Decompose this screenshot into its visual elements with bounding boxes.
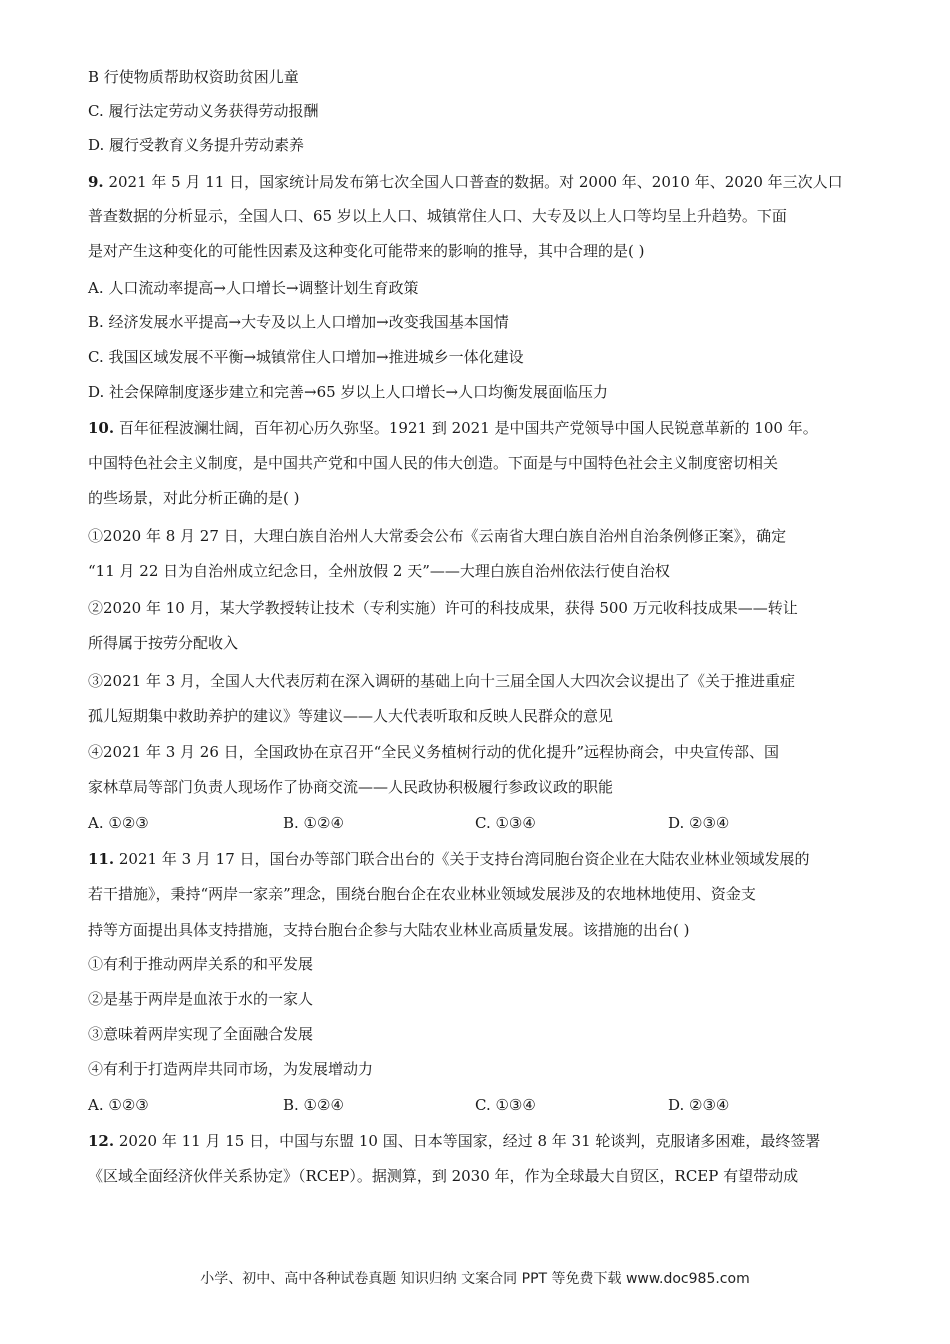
text-line — [88, 954, 313, 974]
text-line — [88, 742, 779, 762]
footer-text: 小学、初中、高中各种试卷真题 知识归纳 文案合同 PPT 等免费下载 www.doc985.com — [200, 1271, 750, 1287]
text-line — [88, 671, 795, 691]
text-line — [88, 206, 787, 226]
line-text: ④2021 年 3 月 26 日，全国政协在京召开“全民义务植树行动的优化提升”远程协商会，中央宣传部、国 — [88, 743, 779, 761]
answer-option: B. ①②④ — [283, 814, 344, 832]
answer-option: D. ②③④ — [668, 814, 730, 832]
answer-option: A. ①②③ — [88, 1096, 149, 1114]
text-line — [88, 241, 644, 261]
line-text: 普查数据的分析显示，全国人口、65 岁以上人口、城镇常住人口、大专及以上人口等均呈上升趋势。下面 — [88, 207, 787, 225]
line-text: 《区域全面经济伙伴关系协定》（RCEP）。据测算，到 2030 年，作为全球最大自贸区，RCEP 有望带动成 — [88, 1167, 799, 1185]
answer-option: C. ①③④ — [475, 1096, 536, 1114]
text-line — [88, 278, 419, 298]
line-text: 持等方面提出具体支持措施，支持台胞台企参与大陆农业林业高质量发展。该措施的出台( ) — [88, 921, 690, 939]
line-text: ③意味着两岸实现了全面融合发展 — [88, 1025, 314, 1043]
text-line — [88, 1059, 373, 1079]
line-text: 的些场景，对此分析正确的是( ) — [88, 489, 300, 507]
text-line — [88, 101, 318, 121]
line-text: A. 人口流动率提高→人口增长→调整计划生育政策 — [88, 279, 419, 297]
text-line — [88, 706, 613, 726]
line-text: 孤儿短期集中救助养护的建议》等建议——人大代表听取和反映人民群众的意见 — [88, 707, 614, 725]
text-line — [88, 884, 756, 904]
text-line — [88, 347, 524, 367]
line-text: 若干措施》，秉持“两岸一家亲”理念，围绕台胞台企在农业林业领域发展涉及的农地林地使用、资金支 — [88, 885, 756, 903]
line-text: 百年征程波澜壮阔，百年初心历久弥坚。1921 到 2021 是中国共产党领导中国人民锐意革新的 100 年。 — [114, 419, 818, 437]
line-text: ④有利于打造两岸共同市场，为发展增动力 — [88, 1060, 374, 1078]
text-line — [88, 67, 299, 87]
line-text: ②2020 年 10 月，某大学教授转让技术（专利实施）许可的科技成果，获得 500 万元收科技成果——转让 — [88, 599, 798, 617]
answer-option: A. ①②③ — [88, 814, 149, 832]
line-text: B. 经济发展水平提高→大专及以上人口增加→改变我国基本国情 — [88, 313, 509, 331]
text-line — [88, 382, 608, 402]
answer-options-row — [88, 813, 863, 833]
question-stem-line — [88, 172, 843, 192]
question-number: 11. — [88, 850, 115, 868]
question-number: 9. — [88, 173, 104, 191]
line-text: 2021 年 5 月 11 日，国家统计局发布第七次全国人口普查的数据。对 2000 年、2010 年、2020 年三次人口 — [103, 173, 843, 191]
question-number: 10. — [88, 419, 115, 437]
line-text: C. 我国区域发展不平衡→城镇常住人口增加→推进城乡一体化建设 — [88, 348, 524, 366]
text-line — [88, 920, 689, 940]
line-text: B 行使物质帮助权资助贫困儿童 — [88, 68, 299, 86]
line-text: 2020 年 11 月 15 日，中国与东盟 10 国、日本等国家，经过 8 年 31 轮谈判，克服诸多困难，最终签署 — [114, 1132, 821, 1150]
line-text: 是对产生这种变化的可能性因素及这种变化可能带来的影响的推导，其中合理的是( ) — [88, 242, 645, 260]
text-line — [88, 777, 613, 797]
text-line — [88, 526, 786, 546]
line-text: ③2021 年 3 月，全国人大代表厉莉在深入调研的基础上向十三届全国人大四次会议提出了《关于推进重症 — [88, 672, 796, 690]
text-line — [88, 488, 299, 508]
text-line — [88, 1166, 798, 1186]
text-line — [88, 135, 304, 155]
answer-option: D. ②③④ — [668, 1096, 730, 1114]
text-line — [88, 561, 670, 581]
answer-option: B. ①②④ — [283, 1096, 344, 1114]
line-text: D. 社会保障制度逐步建立和完善→65 岁以上人口增长→人口均衡发展面临压力 — [88, 383, 609, 401]
line-text: D. 履行受教育义务提升劳动素养 — [88, 136, 305, 154]
line-text: 中国特色社会主义制度，是中国共产党和中国人民的伟大创造。下面是与中国特色社会主义制度密切相关 — [88, 454, 779, 472]
line-text: ②是基于两岸是血浓于水的一家人 — [88, 990, 314, 1008]
text-line — [88, 598, 798, 618]
text-line — [88, 989, 313, 1009]
question-stem-line — [88, 1131, 820, 1151]
question-number: 12. — [88, 1132, 115, 1150]
line-text: 所得属于按劳分配收入 — [88, 634, 239, 652]
answer-option: C. ①③④ — [475, 814, 536, 832]
question-stem-line — [88, 418, 818, 438]
line-text: 家林草局等部门负责人现场作了协商交流——人民政协积极履行参政议政的职能 — [88, 778, 614, 796]
line-text: C. 履行法定劳动义务获得劳动报酬 — [88, 102, 319, 120]
text-line — [88, 312, 509, 332]
line-text: 2021 年 3 月 17 日，国台办等部门联合出台的《关于支持台湾同胞台资企业在大陆农业林业领域发展的 — [114, 850, 810, 868]
question-stem-line — [88, 849, 810, 869]
text-line — [88, 453, 778, 473]
line-text: ①2020 年 8 月 27 日，大理白族自治州人大常委会公布《云南省大理白族自治州自治条例修正案》，确定 — [88, 527, 787, 545]
text-line — [88, 1024, 313, 1044]
line-text: “11 月 22 日为自治州成立纪念日，全州放假 2 天”——大理白族自治州依法行使自治权 — [88, 562, 670, 580]
text-line — [88, 633, 238, 653]
line-text: ①有利于推动两岸关系的和平发展 — [88, 955, 314, 973]
answer-options-row — [88, 1095, 863, 1115]
